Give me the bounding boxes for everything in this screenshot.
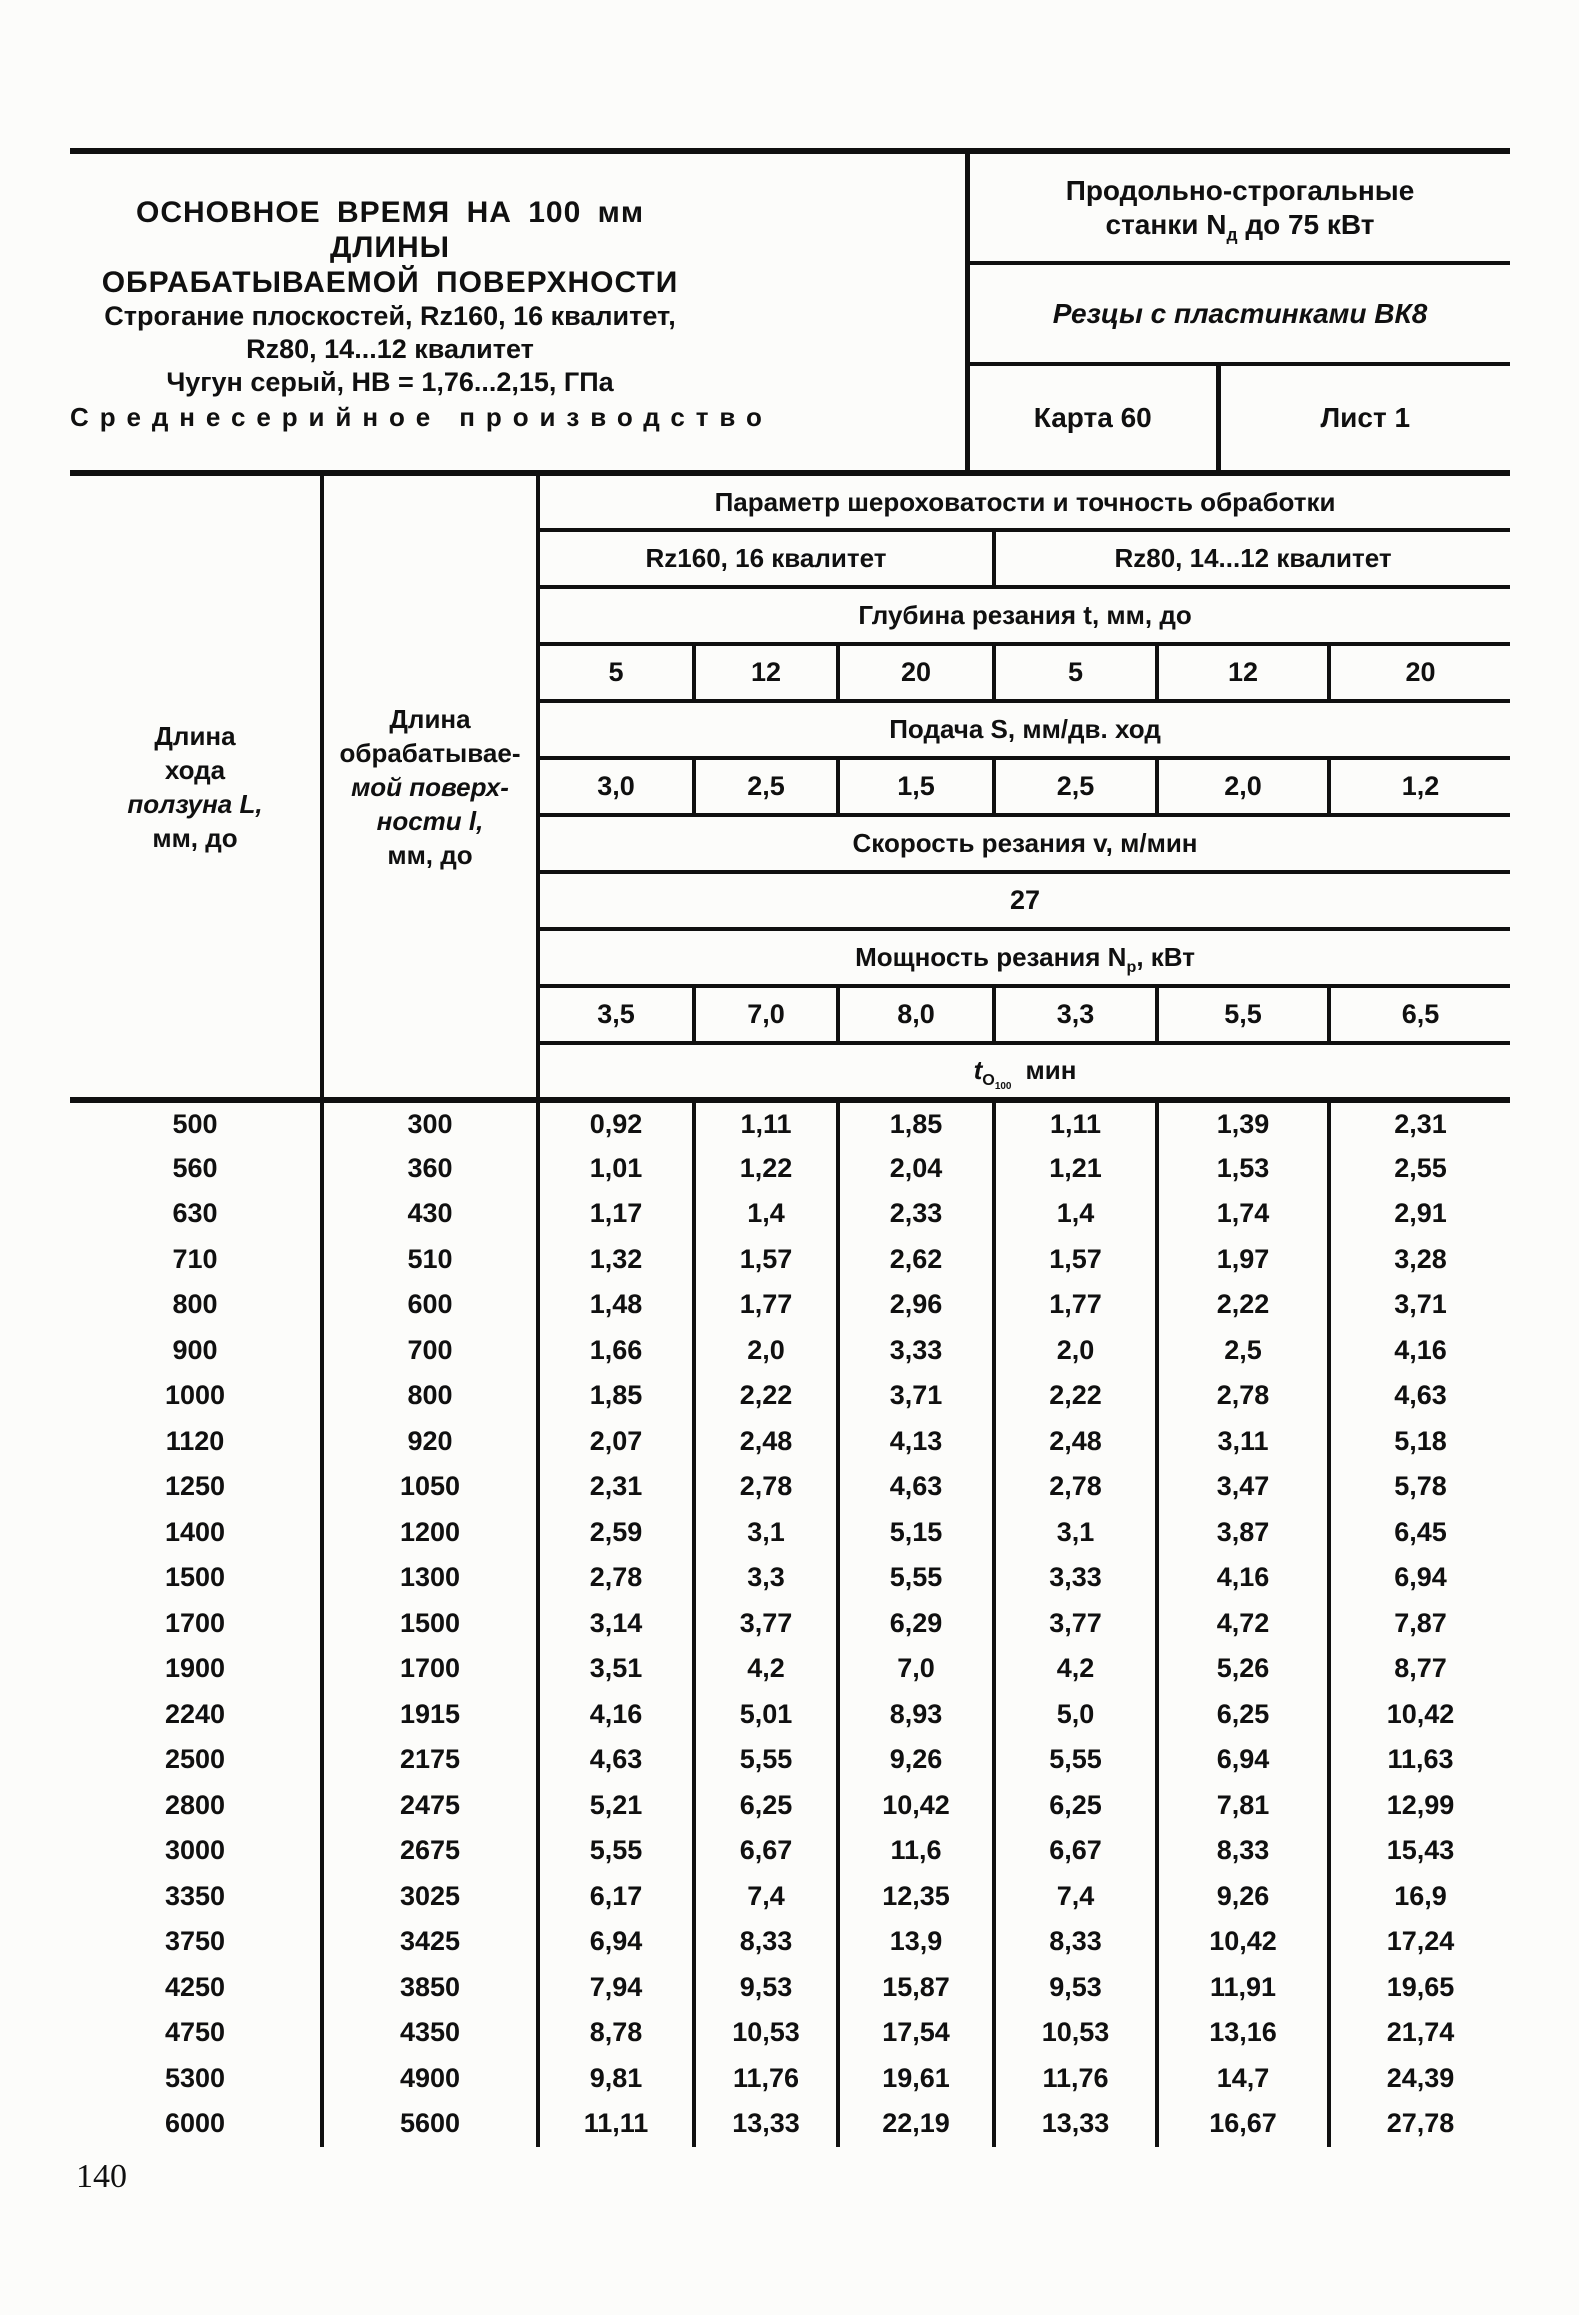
- cell-stroke-length: 1500: [164, 1562, 226, 1593]
- header-cutting-depth: Глубина резания t, мм, до: [538, 587, 1510, 644]
- cell-stroke-length: 6000: [164, 2108, 226, 2139]
- cell-time-value: 7,0: [838, 1646, 994, 1692]
- cell-time-value: 2,91: [1329, 1191, 1510, 1237]
- power-value: 3,3: [994, 986, 1157, 1043]
- cell-time-value: 5,78: [1329, 1464, 1510, 1510]
- cell-surface-length: 1915: [322, 1692, 538, 1738]
- cell-stroke-length: 1000: [164, 1380, 226, 1411]
- cell-time-value: 9,26: [1157, 1874, 1329, 1920]
- subtitle-tolerance: Rz80, 14...12 квалитет: [246, 334, 534, 364]
- power-value: 8,0: [838, 986, 994, 1043]
- cell-surface-length: 3850: [322, 1965, 538, 2011]
- column-header-stroke-length: Длина хода ползуна L, мм, до: [70, 473, 322, 1100]
- cell-time-value: 5,15: [838, 1510, 994, 1556]
- cell-time-value: 2,31: [1329, 1100, 1510, 1146]
- cell-surface-length: 1500: [322, 1601, 538, 1647]
- cell-time-value: 16,9: [1329, 1874, 1510, 1920]
- page-title-line1: ОСНОВНОЕ ВРЕМЯ НА 100 мм ДЛИНЫ: [135, 196, 645, 264]
- header-cutting-power: Мощность резания $N_р$, кВт: [538, 929, 1510, 986]
- cell-time-value: 3,51: [538, 1646, 694, 1692]
- cell-time-value: 7,81: [1157, 1783, 1329, 1829]
- table-row: [70, 1191, 1510, 1237]
- cell-time-value: 4,2: [994, 1646, 1157, 1692]
- cell-time-value: 8,33: [1157, 1828, 1329, 1874]
- cell-time-value: 2,0: [994, 1328, 1157, 1374]
- cell-time-value: 27,78: [1329, 2101, 1510, 2147]
- cell-stroke-length: 1400: [164, 1516, 226, 1547]
- cell-time-value: 11,91: [1157, 1965, 1329, 2011]
- cell-stroke-length: 710: [172, 1243, 218, 1274]
- cell-time-value: 3,3: [694, 1555, 838, 1601]
- table-row: [70, 1555, 1510, 1601]
- cell-time-value: 8,93: [838, 1692, 994, 1738]
- cell-stroke-length: 3750: [164, 1926, 226, 1957]
- cell-time-value: 2,5: [1157, 1328, 1329, 1374]
- cell-time-value: 15,87: [838, 1965, 994, 2011]
- cell-time-value: 5,55: [994, 1737, 1157, 1783]
- cell-surface-length: 920: [322, 1419, 538, 1465]
- cell-stroke-length: 800: [172, 1289, 218, 1320]
- cell-time-value: 6,67: [694, 1828, 838, 1874]
- header-basic-time: $t_{О_{100}}мин$: [538, 1043, 1510, 1100]
- cell-time-value: 1,66: [538, 1328, 694, 1374]
- cell-time-value: 24,39: [1329, 2056, 1510, 2102]
- cell-time-value: 14,7: [1157, 2056, 1329, 2102]
- cell-time-value: 1,85: [538, 1373, 694, 1419]
- table-row: [70, 1783, 1510, 1829]
- cell-time-value: 2,78: [694, 1464, 838, 1510]
- cell-time-value: 13,33: [694, 2101, 838, 2147]
- tool-type-cell: Резцы с пластинками ВК8: [970, 265, 1510, 366]
- cell-time-value: 15,43: [1329, 1828, 1510, 1874]
- cell-time-value: 16,67: [1157, 2101, 1329, 2147]
- cell-time-value: 2,22: [1157, 1282, 1329, 1328]
- cell-time-value: 2,22: [694, 1373, 838, 1419]
- cell-time-value: 11,63: [1329, 1737, 1510, 1783]
- cell-time-value: 3,33: [994, 1555, 1157, 1601]
- cell-time-value: 5,26: [1157, 1646, 1329, 1692]
- cell-time-value: 1,01: [538, 1146, 694, 1192]
- cell-stroke-length: 500: [172, 1108, 218, 1139]
- table-row: [70, 1737, 1510, 1783]
- cell-time-value: 8,33: [994, 1919, 1157, 1965]
- cell-time-value: 10,42: [1329, 1692, 1510, 1738]
- cell-time-value: 6,67: [994, 1828, 1157, 1874]
- cell-time-value: 1,74: [1157, 1191, 1329, 1237]
- subtitle-operation: Строгание плоскостей, Rz160, 16 квалитет,: [104, 301, 676, 331]
- cell-stroke-length: 2500: [164, 1744, 226, 1775]
- cell-time-value: 4,16: [1157, 1555, 1329, 1601]
- cell-time-value: 6,25: [1157, 1692, 1329, 1738]
- depth-value: 12: [694, 644, 838, 701]
- cell-time-value: 17,54: [838, 2010, 994, 2056]
- cell-time-value: 2,55: [1329, 1146, 1510, 1192]
- cell-stroke-length: 2240: [164, 1698, 226, 1729]
- cell-stroke-length: 4250: [164, 1971, 226, 2002]
- cell-time-value: 4,63: [838, 1464, 994, 1510]
- cell-time-value: 1,97: [1157, 1237, 1329, 1283]
- cell-surface-length: 3425: [322, 1919, 538, 1965]
- cell-time-value: 4,72: [1157, 1601, 1329, 1647]
- cell-time-value: 6,25: [994, 1783, 1157, 1829]
- cell-time-value: 21,74: [1329, 2010, 1510, 2056]
- cell-time-value: 5,55: [538, 1828, 694, 1874]
- cell-time-value: 1,57: [994, 1237, 1157, 1283]
- cell-stroke-length: 630: [172, 1198, 218, 1229]
- cell-time-value: 1,77: [994, 1282, 1157, 1328]
- cell-time-value: 17,24: [1329, 1919, 1510, 1965]
- cell-time-value: 6,94: [538, 1919, 694, 1965]
- cell-time-value: 3,11: [1157, 1419, 1329, 1465]
- cell-stroke-length: 900: [172, 1334, 218, 1365]
- cell-time-value: 2,78: [994, 1464, 1157, 1510]
- cell-time-value: 3,87: [1157, 1510, 1329, 1556]
- cell-surface-length: 2475: [322, 1783, 538, 1829]
- cell-stroke-length: 1250: [164, 1471, 226, 1502]
- cell-time-value: 9,53: [994, 1965, 1157, 2011]
- cell-surface-length: 1300: [322, 1555, 538, 1601]
- page-number: 140: [76, 2158, 127, 2195]
- cell-time-value: 6,94: [1329, 1555, 1510, 1601]
- power-value: 7,0: [694, 986, 838, 1043]
- table-row: [70, 1419, 1510, 1465]
- cell-surface-length: 5600: [322, 2101, 538, 2147]
- cell-time-value: 0,92: [538, 1100, 694, 1146]
- table-row: [70, 1965, 1510, 2011]
- cell-time-value: 6,25: [694, 1783, 838, 1829]
- cell-time-value: 19,61: [838, 2056, 994, 2102]
- cell-surface-length: 1700: [322, 1646, 538, 1692]
- cell-time-value: 1,4: [694, 1191, 838, 1237]
- cell-stroke-length: 560: [172, 1152, 218, 1183]
- cell-time-value: 10,42: [838, 1783, 994, 1829]
- cell-time-value: 9,26: [838, 1737, 994, 1783]
- cell-time-value: 3,77: [694, 1601, 838, 1647]
- column-header-surface-length: Длина обрабатывае- мой поверх- ности l, мм, до: [322, 473, 538, 1100]
- cell-time-value: 3,1: [694, 1510, 838, 1556]
- cell-time-value: 1,22: [694, 1146, 838, 1192]
- cell-time-value: 6,17: [538, 1874, 694, 1920]
- feed-value: 2,5: [994, 758, 1157, 815]
- header-group-rz80: Rz80, 14...12 квалитет: [994, 530, 1510, 587]
- cell-stroke-length: 1700: [164, 1607, 226, 1638]
- table-row: [70, 2101, 1510, 2147]
- cell-time-value: 2,31: [538, 1464, 694, 1510]
- table-row: [70, 2056, 1510, 2102]
- cell-time-value: 2,78: [538, 1555, 694, 1601]
- depth-value: 12: [1157, 644, 1329, 701]
- cell-stroke-length: 1900: [164, 1653, 226, 1684]
- cell-time-value: 4,13: [838, 1419, 994, 1465]
- cell-time-value: 9,81: [538, 2056, 694, 2102]
- cell-time-value: 6,94: [1157, 1737, 1329, 1783]
- cell-surface-length: 300: [322, 1100, 538, 1146]
- cell-time-value: 8,77: [1329, 1646, 1510, 1692]
- cell-time-value: 7,4: [694, 1874, 838, 1920]
- machine-type-cell: [970, 154, 1510, 265]
- table-row: [70, 1464, 1510, 1510]
- cell-surface-length: 3025: [322, 1874, 538, 1920]
- feed-value: 1,2: [1329, 758, 1510, 815]
- cell-time-value: 5,55: [694, 1737, 838, 1783]
- table-row: [70, 1146, 1510, 1192]
- header-feed: Подача S, мм/дв. ход: [538, 701, 1510, 758]
- cell-stroke-length: 3000: [164, 1835, 226, 1866]
- cell-time-value: 9,53: [694, 1965, 838, 2011]
- time-standards-table: [70, 470, 1510, 2147]
- cell-time-value: 3,28: [1329, 1237, 1510, 1283]
- cell-stroke-length: 2800: [164, 1789, 226, 1820]
- cell-time-value: 8,78: [538, 2010, 694, 2056]
- cell-time-value: 3,47: [1157, 1464, 1329, 1510]
- table-row: [70, 1237, 1510, 1283]
- table-row: [70, 1373, 1510, 1419]
- depth-value: 5: [538, 644, 694, 701]
- cell-time-value: 2,33: [838, 1191, 994, 1237]
- cell-time-value: 19,65: [1329, 1965, 1510, 2011]
- cell-time-value: 5,01: [694, 1692, 838, 1738]
- cell-time-value: 1,4: [994, 1191, 1157, 1237]
- table-row: [70, 1601, 1510, 1647]
- cell-time-value: 3,71: [1329, 1282, 1510, 1328]
- machine-type-line2: станки $N_д$ до 75 кВт: [1105, 208, 1375, 245]
- table-body: [70, 1100, 1510, 2147]
- cell-time-value: 1,57: [694, 1237, 838, 1283]
- subtitle-production-type: Среднесерийное производство: [70, 402, 773, 432]
- cell-surface-length: 2175: [322, 1737, 538, 1783]
- cell-time-value: 7,4: [994, 1874, 1157, 1920]
- cell-surface-length: 430: [322, 1191, 538, 1237]
- cell-time-value: 11,11: [538, 2101, 694, 2147]
- cell-time-value: 3,33: [838, 1328, 994, 1374]
- cell-time-value: 1,11: [694, 1100, 838, 1146]
- cell-time-value: 2,22: [994, 1373, 1157, 1419]
- cell-time-value: 13,33: [994, 2101, 1157, 2147]
- power-value: 5,5: [1157, 986, 1329, 1043]
- cell-time-value: 1,39: [1157, 1100, 1329, 1146]
- cell-stroke-length: 1120: [165, 1425, 225, 1456]
- cell-time-value: 3,1: [994, 1510, 1157, 1556]
- header-group-rz160: Rz160, 16 квалитет: [538, 530, 994, 587]
- cell-time-value: 5,0: [994, 1692, 1157, 1738]
- cell-surface-length: 510: [322, 1237, 538, 1283]
- cell-time-value: 2,0: [694, 1328, 838, 1374]
- cell-surface-length: 4900: [322, 2056, 538, 2102]
- cell-time-value: 5,21: [538, 1783, 694, 1829]
- cell-surface-length: 4350: [322, 2010, 538, 2056]
- table-row: [70, 1510, 1510, 1556]
- feed-value: 1,5: [838, 758, 994, 815]
- cell-time-value: 1,53: [1157, 1146, 1329, 1192]
- depth-value: 5: [994, 644, 1157, 701]
- table-row: [70, 1328, 1510, 1374]
- cell-time-value: 2,96: [838, 1282, 994, 1328]
- cell-time-value: 2,04: [838, 1146, 994, 1192]
- cell-time-value: 2,78: [1157, 1373, 1329, 1419]
- header-info-box: [965, 154, 1510, 470]
- cell-time-value: 1,11: [994, 1100, 1157, 1146]
- cell-time-value: 4,63: [1329, 1373, 1510, 1419]
- cell-time-value: 2,48: [994, 1419, 1157, 1465]
- cell-time-value: 6,45: [1329, 1510, 1510, 1556]
- cell-time-value: 13,16: [1157, 2010, 1329, 2056]
- cell-time-value: 3,71: [838, 1373, 994, 1419]
- table-row: [70, 1828, 1510, 1874]
- cell-time-value: 2,48: [694, 1419, 838, 1465]
- subtitle-material: Чугун серый, НВ = 1,76...2,15, ГПа: [166, 367, 614, 397]
- cell-time-value: 11,6: [838, 1828, 994, 1874]
- cell-stroke-length: 3350: [164, 1880, 226, 1911]
- header-cutting-speed: Скорость резания v, м/мин: [538, 815, 1510, 872]
- cell-time-value: 1,85: [838, 1100, 994, 1146]
- cell-time-value: 10,42: [1157, 1919, 1329, 1965]
- cell-stroke-length: 4750: [164, 2017, 226, 2048]
- machine-type-line1: Продольно-строгальные: [1065, 174, 1415, 206]
- depth-value: 20: [1329, 644, 1510, 701]
- cell-time-value: 6,29: [838, 1601, 994, 1647]
- cell-surface-length: 2675: [322, 1828, 538, 1874]
- cell-time-value: 10,53: [994, 2010, 1157, 2056]
- cell-time-value: 12,99: [1329, 1783, 1510, 1829]
- power-value: 6,5: [1329, 986, 1510, 1043]
- cell-time-value: 7,94: [538, 1965, 694, 2011]
- cell-surface-length: 800: [322, 1373, 538, 1419]
- cell-surface-length: 1050: [322, 1464, 538, 1510]
- table-row: [70, 1919, 1510, 1965]
- cell-time-value: 4,16: [538, 1692, 694, 1738]
- cell-time-value: 4,16: [1329, 1328, 1510, 1374]
- table-row: [70, 1646, 1510, 1692]
- cell-surface-length: 700: [322, 1328, 538, 1374]
- table-row: [70, 1282, 1510, 1328]
- table-row: [70, 1100, 1510, 1146]
- cell-surface-length: 1200: [322, 1510, 538, 1556]
- cell-time-value: 10,53: [694, 2010, 838, 2056]
- cell-time-value: 11,76: [994, 2056, 1157, 2102]
- cell-time-value: 5,55: [838, 1555, 994, 1601]
- cell-time-value: 4,63: [538, 1737, 694, 1783]
- cell-time-value: 4,2: [694, 1646, 838, 1692]
- cell-time-value: 13,9: [838, 1919, 994, 1965]
- cell-time-value: 3,77: [994, 1601, 1157, 1647]
- feed-value: 2,5: [694, 758, 838, 815]
- title-block: [70, 154, 965, 470]
- cell-time-value: 2,59: [538, 1510, 694, 1556]
- cell-time-value: 2,07: [538, 1419, 694, 1465]
- cell-time-value: 1,21: [994, 1146, 1157, 1192]
- cell-time-value: 2,62: [838, 1237, 994, 1283]
- card-sheet-row: [970, 366, 1510, 470]
- sheet-number: Лист 1: [1320, 402, 1411, 433]
- table-row: [70, 1874, 1510, 1920]
- cell-time-value: 1,77: [694, 1282, 838, 1328]
- cell-surface-length: 600: [322, 1282, 538, 1328]
- depth-value: 20: [838, 644, 994, 701]
- cell-time-value: 11,76: [694, 2056, 838, 2102]
- cell-time-value: 3,14: [538, 1601, 694, 1647]
- cell-time-value: 8,33: [694, 1919, 838, 1965]
- cell-time-value: 7,87: [1329, 1601, 1510, 1647]
- table-row: [70, 1692, 1510, 1738]
- feed-value: 3,0: [538, 758, 694, 815]
- cell-time-value: 5,18: [1329, 1419, 1510, 1465]
- table-row: [70, 2010, 1510, 2056]
- feed-value: 2,0: [1157, 758, 1329, 815]
- header-roughness-accuracy: Параметр шероховатости и точность обработки: [538, 473, 1510, 530]
- cell-surface-length: 360: [322, 1146, 538, 1192]
- document-header: [70, 148, 1510, 470]
- card-number: Карта 60: [970, 366, 1221, 470]
- power-value: 3,5: [538, 986, 694, 1043]
- cell-time-value: 1,32: [538, 1237, 694, 1283]
- speed-value: 27: [538, 872, 1510, 929]
- cell-time-value: 22,19: [838, 2101, 994, 2147]
- cell-time-value: 12,35: [838, 1874, 994, 1920]
- cell-time-value: 1,48: [538, 1282, 694, 1328]
- page-title-line2: ОБРАБАТЫВАЕМОЙ ПОВЕРХНОСТИ: [101, 266, 679, 299]
- cell-stroke-length: 5300: [164, 2062, 226, 2093]
- cell-time-value: 1,17: [538, 1191, 694, 1237]
